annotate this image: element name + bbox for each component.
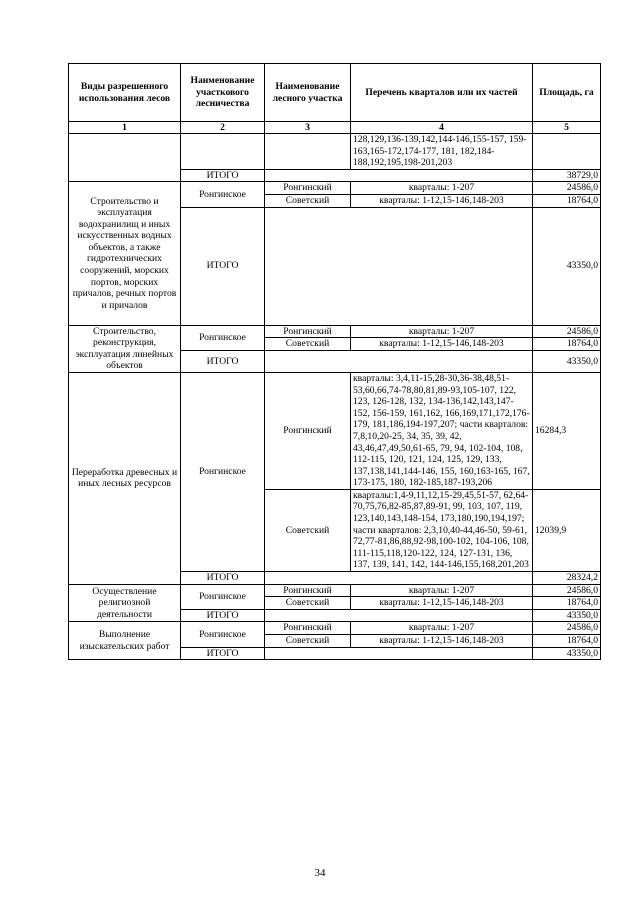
table-row bbox=[69, 325, 601, 338]
quarters-cell: кварталы: 1-12,15-146,148-203 bbox=[351, 597, 533, 610]
area-cell: 24586,0 bbox=[533, 182, 601, 195]
forestry-cell: Ронгинское bbox=[181, 372, 265, 571]
plot-cell: Ронгинский bbox=[265, 372, 351, 489]
total-area: 43350,0 bbox=[533, 609, 601, 622]
total-label: ИТОГО bbox=[181, 647, 265, 660]
forestry-cell: Ронгинское bbox=[181, 325, 265, 350]
quarters-cell: 128,129,136-139,142,144-146,155-157, 159-163,165-172,174-177, 181, 182,184-188,192,195,198-201,203 bbox=[351, 134, 533, 170]
quarters-cell: кварталы: 1-12,15-146,148-203 bbox=[351, 194, 533, 207]
col-number: 5 bbox=[533, 122, 601, 134]
plot-cell: Ронгинский bbox=[265, 622, 351, 635]
area-cell: 24586,0 bbox=[533, 325, 601, 338]
area-cell: 16284,3 bbox=[533, 372, 601, 489]
total-area: 43350,0 bbox=[533, 647, 601, 660]
plot-cell: Советский bbox=[265, 489, 351, 571]
use-type-cell: Осуществление религиозной деятельности bbox=[69, 584, 181, 622]
quarters-cell: кварталы: 1-12,15-146,148-203 bbox=[351, 338, 533, 351]
col-number: 4 bbox=[351, 122, 533, 134]
total-label: ИТОГО bbox=[181, 572, 265, 585]
total-area: 28324,2 bbox=[533, 572, 601, 585]
total-label: ИТОГО bbox=[181, 609, 265, 622]
page-number: 34 bbox=[314, 867, 326, 879]
quarters-cell: кварталы: 3,4,11-15,28-30,36-38,48,51-53,60,66,74-78,80,81,89-93,105-107, 122, 123, 126-128, 132, 134-136,142,143,147-152, 156-159, 161,162, 166,169,171,172,176-179, 181,186,194-197,207; части кварталов: 7,8,10,20-25, 34, 35, 39, 42, 43,46,47,49,50,61-65, 79, 94, 102-104, 108, 112-115, 120, 121, 124, 125, 129, 133, 137,138,141,144-146, 155, 160,163-165, 167, 173-175, 180, 182-185,187-193,206 bbox=[351, 372, 533, 489]
table-row bbox=[69, 182, 601, 195]
use-type-cell bbox=[69, 134, 181, 182]
plot-cell: Советский bbox=[265, 597, 351, 610]
header-use-type: Виды разрешенного использования лесов bbox=[69, 64, 181, 122]
header-row bbox=[69, 64, 601, 122]
forestry-cell: Ронгинское bbox=[181, 584, 265, 609]
col-number: 2 bbox=[181, 122, 265, 134]
use-type-cell: Строительство, реконструкция, эксплуатация линейных объектов bbox=[69, 325, 181, 372]
table-row bbox=[69, 134, 601, 170]
area-cell: 18764,0 bbox=[533, 597, 601, 610]
quarters-cell: кварталы:1,4-9,11,12,15-29,45,51-57, 62,64-70,75,76,82-85,87,89-91, 99, 103, 107, 119, 123,140,143,148-154, 173,180,190,194,197; части кварталов: 2,3,10,40-44,46-50, 59-61, 72,77-81,86,88,92-98,100-102, 104-106, 108, 111-115,118,120-122, 124, 127-131, 136, 137, 139, 141, 142, 144-146,155,168,201,203 bbox=[351, 489, 533, 571]
header-quarters: Перечень кварталов или их частей bbox=[351, 64, 533, 122]
quarters-cell: кварталы: 1-12,15-146,148-203 bbox=[351, 635, 533, 648]
area-cell: 18764,0 bbox=[533, 194, 601, 207]
area-cell: 18764,0 bbox=[533, 338, 601, 351]
area-cell: 24586,0 bbox=[533, 584, 601, 597]
use-type-cell: Выполнение изыскательских работ bbox=[69, 622, 181, 660]
table-row bbox=[69, 372, 601, 489]
table-row bbox=[69, 584, 601, 597]
total-label: ИТОГО bbox=[181, 207, 265, 325]
forest-use-table bbox=[68, 63, 601, 660]
header-forestry: Наименование участкового лесничества bbox=[181, 64, 265, 122]
col-number: 3 bbox=[265, 122, 351, 134]
forestry-cell: Ронгинское bbox=[181, 182, 265, 207]
quarters-cell: кварталы: 1-207 bbox=[351, 182, 533, 195]
use-type-cell: Строительство и эксплуатация водохранилищ и иных искусственных водных объектов, а также гидротехнических сооружений, морских портов, морских причалов, речных портов и причалов bbox=[69, 182, 181, 325]
column-number-row bbox=[69, 122, 601, 134]
total-label: ИТОГО bbox=[181, 350, 265, 372]
plot-cell: Советский bbox=[265, 635, 351, 648]
total-area: 38729,0 bbox=[533, 169, 601, 182]
total-area: 43350,0 bbox=[533, 350, 601, 372]
header-plot: Наименование лесного участка bbox=[265, 64, 351, 122]
plot-cell: Ронгинский bbox=[265, 325, 351, 338]
col-number: 1 bbox=[69, 122, 181, 134]
area-cell: 18764,0 bbox=[533, 635, 601, 648]
total-label: ИТОГО bbox=[181, 169, 265, 182]
area-cell: 12039,9 bbox=[533, 489, 601, 571]
quarters-cell: кварталы: 1-207 bbox=[351, 622, 533, 635]
plot-cell: Ронгинский bbox=[265, 182, 351, 195]
table-row bbox=[69, 622, 601, 635]
plot-cell: Советский bbox=[265, 338, 351, 351]
area-cell: 24586,0 bbox=[533, 622, 601, 635]
header-area: Площадь, га bbox=[533, 64, 601, 122]
forestry-cell: Ронгинское bbox=[181, 622, 265, 647]
quarters-cell: кварталы: 1-207 bbox=[351, 584, 533, 597]
use-type-cell: Переработка древесных и иных лесных ресурсов bbox=[69, 372, 181, 584]
quarters-cell: кварталы: 1-207 bbox=[351, 325, 533, 338]
plot-cell: Ронгинский bbox=[265, 584, 351, 597]
plot-cell: Советский bbox=[265, 194, 351, 207]
total-area: 43350,0 bbox=[533, 207, 601, 325]
